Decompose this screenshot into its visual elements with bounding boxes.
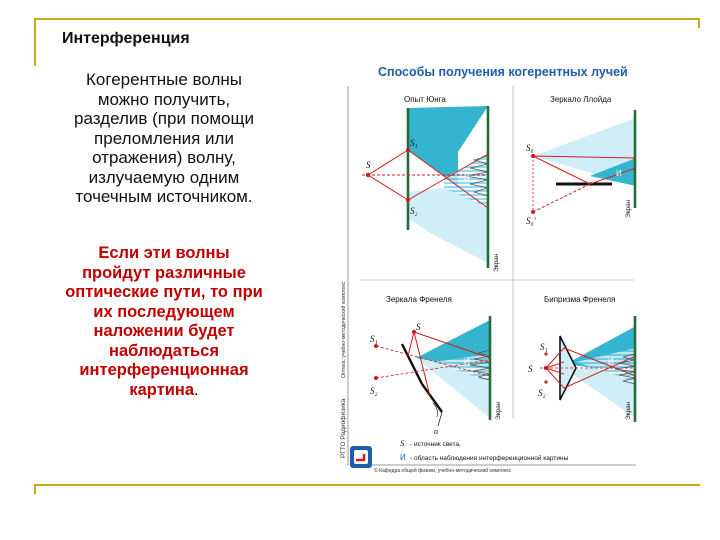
legend-text: - источник света,: [410, 441, 461, 448]
label-screen: Экран: [495, 401, 502, 420]
slit-point: [406, 198, 410, 202]
text-line: отражения) волну,: [92, 148, 236, 167]
label-region: И: [464, 357, 470, 366]
label-region: И: [616, 169, 622, 178]
panel-lloyd: [526, 95, 636, 226]
figure-footer: © Кафедра общей физики, учебно-методический комплекс: [374, 468, 512, 474]
label-s2: S₂: [538, 388, 546, 398]
publisher-logo: [350, 446, 372, 468]
text-line: разделив (при помощи: [74, 109, 254, 128]
label-region: И: [464, 173, 470, 182]
logo-inner: [354, 450, 368, 464]
frame-bottom-left-line: [34, 484, 36, 494]
text-line: пройдут различные: [82, 263, 246, 282]
label-source: S₀: [526, 143, 534, 153]
frame-left-line: [34, 18, 36, 66]
label-s1: S₁: [410, 138, 418, 148]
figure-canvas: [338, 58, 638, 478]
fresnel-mirror-2: [422, 384, 442, 412]
label-angle: α: [434, 427, 439, 436]
label-screen: Экран: [625, 199, 632, 218]
figure-legend: [368, 438, 636, 474]
legend-symbol: И: [400, 453, 406, 462]
label-s2: S₂: [370, 386, 378, 396]
text-line: излучаемую одним: [88, 167, 240, 187]
label-screen: Экран: [493, 253, 500, 272]
text-line: преломления или: [94, 128, 234, 148]
label-s2: S₂: [410, 206, 418, 216]
ray: [368, 175, 408, 200]
text-line: точечным источником.: [75, 187, 253, 206]
text-line: [48, 381, 280, 401]
panel-title: Опыт Юнга: [404, 95, 446, 104]
label-screen: Экран: [625, 401, 632, 420]
source-point: [531, 154, 535, 158]
text-line: наложении будет: [93, 322, 235, 340]
panel-title: Зеркало Ллойда: [550, 95, 612, 104]
source-point: [544, 366, 548, 370]
text-line: оптические пути, то при: [65, 283, 263, 301]
side-label-2: Оптика: учебно-методический комплекс: [341, 281, 347, 378]
virtual-ray: [533, 184, 590, 212]
frame-bottom-line: [34, 484, 700, 486]
label-source: S: [366, 160, 371, 170]
panel-fresnel-mirrors: [370, 295, 502, 436]
ray: [408, 332, 414, 356]
slit-point: [406, 148, 410, 152]
virtual-source: [544, 380, 547, 383]
frame-top-line: [34, 18, 700, 20]
legend-symbol: S: [400, 438, 405, 448]
frame-right-line: [698, 18, 700, 28]
angle-line: [438, 412, 442, 426]
text-line: интерференционная: [79, 361, 249, 379]
label-region: И: [608, 357, 614, 366]
paragraph-interference-condition: [48, 244, 280, 400]
slide-title: Интерференция: [62, 30, 190, 47]
virtual-source: [544, 352, 547, 355]
panel-biprism: [528, 295, 636, 422]
coherent-rays-figure: [338, 58, 638, 483]
text-fragment: картина: [129, 380, 195, 399]
virtual-source: [374, 376, 378, 380]
text-line: можно получить,: [97, 89, 231, 109]
label-image: S₀': [526, 216, 536, 226]
text-period: .: [194, 380, 199, 399]
panel-young: [362, 95, 500, 272]
image-point: [531, 210, 535, 214]
figure-heading: Способы получения когерентных лучей: [378, 65, 628, 79]
legend-text: - область наблюдения интерференционной картины: [410, 455, 569, 462]
ray: [368, 150, 408, 175]
panel-title: Зеркала Френеля: [386, 295, 452, 304]
text-line: Если эти волны: [98, 244, 230, 262]
panel-title: Бипризма Френеля: [544, 295, 616, 304]
label-source: S: [416, 322, 421, 332]
side-label-1: РГТО Радиофизика: [340, 398, 347, 458]
label-s1: S₁: [370, 334, 378, 344]
paragraph-coherent-waves: [48, 70, 280, 207]
text-line: их последующем: [93, 302, 235, 321]
text-line: Когерентные волны: [86, 70, 242, 89]
text-line: наблюдаться: [109, 341, 219, 360]
label-source: S: [528, 364, 533, 374]
label-s1: S₁: [540, 342, 548, 352]
source-point: [366, 173, 370, 177]
virtual-source: [374, 344, 378, 348]
